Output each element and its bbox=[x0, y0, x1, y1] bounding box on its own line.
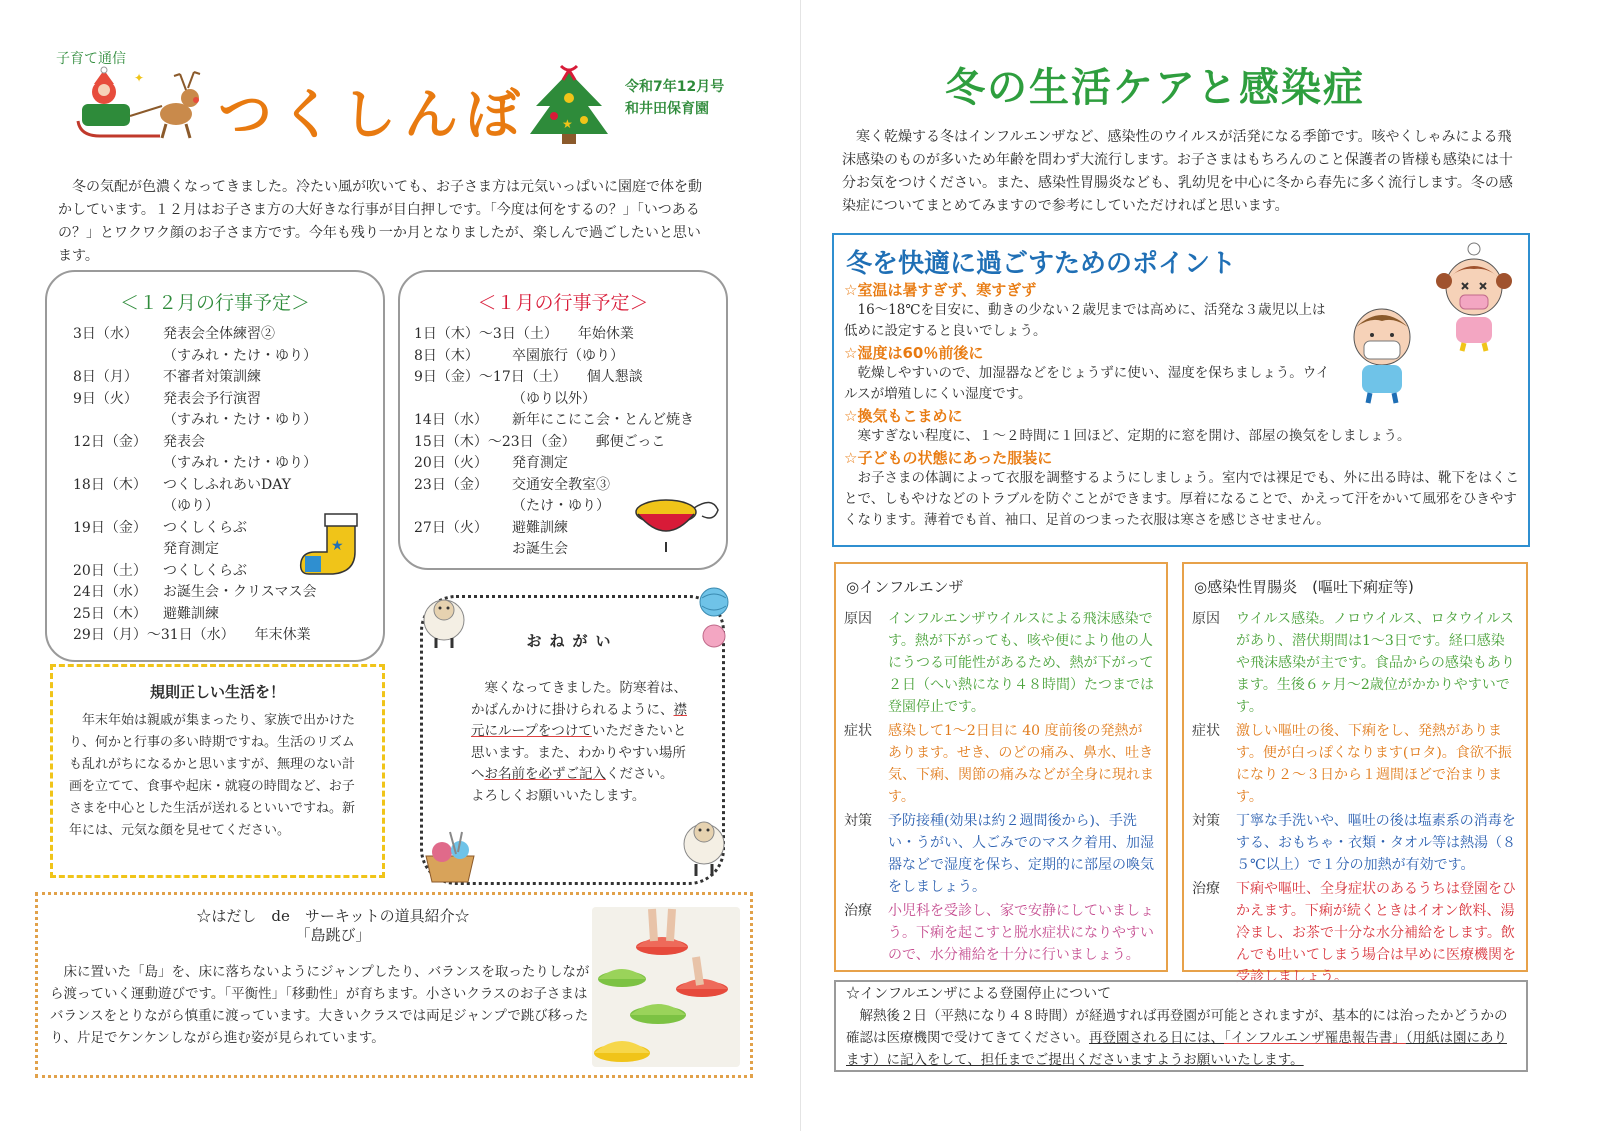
schedule-event: 年末休業 bbox=[254, 627, 311, 643]
disease-row-key: 治療 bbox=[1192, 881, 1220, 897]
regular-life-box bbox=[50, 664, 385, 878]
disease-row-value: 感染して1～2日目に 40 度前後の発熱があります。せき、のどの痛み、鼻水、吐き気、下痢、関節の痛みなどが全身に現れます。 bbox=[888, 723, 1154, 805]
schedule-event: （すみれ・たけ・ゆり） bbox=[163, 455, 317, 471]
circuit-title-line1: ☆はだし de サーキットの道具紹介☆ bbox=[196, 907, 470, 925]
disease-row-key: 対策 bbox=[1192, 813, 1220, 829]
schedule-date: 15日（木）～23日（金） bbox=[414, 433, 576, 450]
notice-underline-1: 再登園される日には、 bbox=[1089, 1030, 1224, 1046]
schedule-event: （ゆり） bbox=[163, 498, 219, 514]
influenza-box bbox=[834, 562, 1168, 972]
schedule-event: つくしくらぶ bbox=[163, 562, 247, 579]
schedule-event: 個人懇談 bbox=[586, 369, 643, 385]
disease-row-value: インフルエンザウイルスによる飛沫感染です。熱が下がっても、咳や便により他の人にうつる可能性があるため、熱が下がって２日（へい熱になり４８時間）たつまでは登園停止です。 bbox=[888, 611, 1154, 715]
christmas-tree-illustration bbox=[526, 58, 612, 150]
influenza-title: ◎インフルエンザ bbox=[846, 578, 964, 596]
disease-row bbox=[1192, 720, 1518, 808]
circuit-tool-box bbox=[35, 892, 753, 1078]
circuit-title-line2: 「島跳び」 bbox=[295, 926, 371, 944]
disease-row-value: ウイルス感染。ノロウイルス、ロタウイルスがあり、潜伏期間は1～3日です。経口感染や飛沫感染が主です。食品からの感染もあります。生後６ヶ月～2歳位がかかりやすいです。 bbox=[1236, 611, 1515, 715]
schedule-event: （たけ・ゆり） bbox=[512, 498, 610, 514]
schedule-date: 20日（火） bbox=[414, 455, 488, 471]
disease-row-key: 症状 bbox=[844, 723, 872, 739]
schedule-event: （すみれ・たけ・ゆり） bbox=[163, 412, 317, 428]
schedule-event: 発育測定 bbox=[163, 541, 219, 557]
schedule-event: 発表会 bbox=[163, 433, 205, 450]
stepping-stones-photo bbox=[592, 907, 740, 1067]
tip-heading: ☆湿度は60％前後に bbox=[844, 344, 984, 362]
request-underline-name: お名前を必ずご記入 bbox=[484, 766, 606, 782]
svg-text:★: ★ bbox=[562, 117, 573, 131]
disease-row bbox=[1192, 878, 1518, 988]
gastroenteritis-box bbox=[1182, 562, 1528, 985]
issue-date: 令和7年12月号 bbox=[625, 79, 725, 95]
disease-row bbox=[844, 608, 1156, 718]
schedule-date: 3日（水） bbox=[73, 326, 138, 342]
care-intro: 寒く乾燥する冬はインフルエンザなど、感染性のウイルスが活発になる季節です。咳やくしゃみによる飛沫感染のものが多いため年齢を問わず大流行します。お子さまはもちろんのこと保護者の皆様も感染には十分お気をつけください。また、感染性胃腸炎なども、乳幼児を中心に冬から春先に多く流行します。冬の感染症についてまとめてみますので参考にしていただければと思います。 bbox=[842, 129, 1513, 214]
disease-row bbox=[844, 720, 1156, 808]
schedule-row bbox=[73, 475, 317, 497]
disease-row-value: 激しい嘔吐の後、下痢をし、発熱があります。便が白っぽくなります(ロタ)。食欲不振になり２～３日から１週間ほどで治まります。 bbox=[1236, 723, 1512, 805]
schedule-row bbox=[73, 432, 317, 454]
schedule-row bbox=[73, 324, 317, 346]
request-text-3: ください。 bbox=[606, 766, 674, 782]
request-text-2: いただきたいと思います。また、わかりやすい場所へ bbox=[471, 723, 687, 782]
schedule-row bbox=[73, 561, 317, 583]
gastroenteritis-rows bbox=[1192, 608, 1518, 990]
winter-tips-box bbox=[832, 233, 1530, 547]
tip-heading: ☆室温は暑すぎず、寒すぎず bbox=[844, 281, 1037, 299]
issue-info bbox=[625, 76, 724, 120]
stocking-illustration bbox=[297, 512, 367, 582]
disease-row-key: 原因 bbox=[844, 611, 872, 627]
schedule-event: お誕生会・クリスマス会 bbox=[163, 584, 317, 600]
schedule-date: 12日（金） bbox=[73, 433, 147, 450]
nursery-name: 和井田保育園 bbox=[625, 101, 709, 117]
disease-row-key: 原因 bbox=[1192, 611, 1220, 627]
schedule-row bbox=[73, 582, 317, 604]
schedule-row bbox=[73, 389, 317, 411]
schedule-event: 郵便ごっこ bbox=[595, 433, 666, 450]
disease-row-key: 対策 bbox=[844, 813, 872, 829]
december-schedule-list bbox=[73, 324, 317, 647]
disease-row bbox=[1192, 810, 1518, 876]
care-title: 冬の生活ケアと感染症 bbox=[945, 65, 1365, 111]
schedule-date bbox=[73, 539, 163, 561]
schedule-row bbox=[73, 496, 317, 518]
disease-row bbox=[1192, 608, 1518, 718]
notice-report-form: 「インフルエンザ罹患報告書」 bbox=[1224, 1030, 1406, 1046]
schedule-date: 14日（水） bbox=[414, 412, 488, 428]
schedule-row bbox=[414, 410, 694, 432]
schedule-event: 卒園旅行（ゆり） bbox=[512, 347, 624, 364]
schedule-date bbox=[414, 496, 512, 518]
schedule-event: 交通安全教室③ bbox=[512, 476, 610, 493]
request-text-1: 寒くなってきました。防寒着は、かばんかけに掛けられるように、 bbox=[471, 680, 687, 718]
schedule-date: 9日（金）～17日（土） bbox=[414, 369, 567, 385]
circuit-title bbox=[158, 907, 508, 945]
schedule-row bbox=[73, 453, 317, 475]
schedule-event: （ゆり以外） bbox=[512, 390, 596, 407]
schedule-row bbox=[414, 389, 694, 411]
masked-boy-illustration bbox=[1334, 297, 1434, 407]
disease-row bbox=[844, 900, 1156, 966]
request-underline-loop: 襟元にループをつけて bbox=[471, 701, 687, 739]
request-title: おねがい bbox=[526, 632, 619, 650]
schedule-date: 9日（火） bbox=[73, 390, 138, 407]
schedule-row bbox=[73, 367, 317, 389]
schedule-row bbox=[73, 410, 317, 432]
santa-sleigh-illustration bbox=[70, 66, 210, 144]
disease-row-value: 小児科を受診し、家で安静にしていましょう。下痢を起こすと脱水症状になりやすいので、水分補給を十分に行いましょう。 bbox=[888, 903, 1154, 963]
newsletter-title: つくしんぼ bbox=[218, 83, 528, 146]
disease-row-value: 丁寧な手洗いや、嘔吐の後は塩素系の消毒をする、おもちゃ・衣類・タオル等は熱湯（８５℃以上）で１分の加熱が有効です。 bbox=[1236, 813, 1516, 873]
request-body bbox=[471, 678, 699, 807]
schedule-event: （すみれ・たけ・ゆり） bbox=[163, 347, 317, 364]
svg-text:★: ★ bbox=[331, 538, 344, 554]
notice-title: ☆インフルエンザによる登園停止について bbox=[846, 986, 1112, 1002]
january-schedule-panel bbox=[398, 270, 728, 570]
december-schedule-title: ＜１２月の行事予定＞ bbox=[119, 292, 310, 314]
schedule-date: 19日（金） bbox=[73, 519, 147, 536]
schedule-event: つくしふれあいDAY bbox=[163, 476, 292, 493]
sick-girl-illustration bbox=[1424, 241, 1524, 353]
schedule-date bbox=[73, 410, 163, 432]
knitting-basket-illustration bbox=[420, 830, 480, 886]
page-divider bbox=[800, 0, 801, 1131]
schedule-event: 新年にこにこ会・とんど焼き bbox=[512, 412, 694, 428]
disease-row-key: 治療 bbox=[844, 903, 872, 919]
schedule-date: 24日（水） bbox=[73, 584, 147, 600]
schedule-row bbox=[73, 539, 317, 561]
regular-life-body: 年末年始は親戚が集まったり、家族で出かけたり、何かと行事の多い時期ですね。生活のリズムも乱れがちになるかと思いますが、無理のない計画を立てて、食事や起床・就寝の時間など、お子さまを中心とした生活が送れるといいですね。新年には、元気な顔を見せてください。 bbox=[69, 713, 356, 838]
schedule-event: 避難訓練 bbox=[163, 605, 219, 622]
schedule-event: 発表会予行演習 bbox=[163, 390, 261, 407]
influenza-notice-box bbox=[834, 980, 1528, 1072]
circuit-body: 床に置いた「島」を、床に落ちないようにジャンプしたり、バランスを取ったりしながら渡っていく運動遊びです。「平衡性」「移動性」が育ちます。小さいクラスのお子さまはバランスをとりながら慎重に渡っています。大きいクラスでは両足ジャンプで跳び移ったり、片足でケンケンしながら進む姿が見られています。 bbox=[50, 964, 590, 1046]
newsletter-label: 子育て通信 bbox=[56, 51, 126, 67]
schedule-row bbox=[414, 432, 694, 454]
regular-life-title: 規則正しい生活を！ bbox=[149, 683, 285, 701]
notice-body bbox=[846, 1005, 1516, 1071]
january-schedule-title: ＜１月の行事予定＞ bbox=[477, 292, 649, 314]
tip-body: 寒すぎない程度に、１～２時間に１回ほど、定期的に窓を開け、部屋の換気をしましょう。 bbox=[857, 428, 1411, 444]
disease-row-key: 症状 bbox=[1192, 723, 1220, 739]
schedule-event: お誕生会 bbox=[512, 541, 568, 557]
request-text-4: よろしくお願いいたします。 bbox=[471, 787, 646, 804]
svg-text:✦: ✦ bbox=[134, 71, 145, 85]
schedule-date: 20日（土） bbox=[73, 562, 147, 579]
schedule-event: 発表会全体練習② bbox=[163, 326, 275, 342]
disease-row-value: 予防接種(効果は約２週間後から)、手洗い・うがい、人ごみでのマスク着用、加湿器などで湿度を保ち、定期的に部屋の喚気をしましょう。 bbox=[888, 813, 1154, 895]
schedule-event: 年始休業 bbox=[577, 326, 634, 342]
schedule-date bbox=[73, 453, 163, 475]
tip-heading: ☆子どもの状態にあった服装に bbox=[844, 449, 1053, 467]
schedule-row bbox=[73, 346, 317, 368]
schedule-date: 8日（月） bbox=[73, 369, 138, 385]
disease-row bbox=[844, 810, 1156, 898]
schedule-row bbox=[414, 367, 694, 389]
schedule-event: つくしくらぶ bbox=[163, 519, 247, 536]
spinning-top-illustration bbox=[632, 486, 722, 556]
yarn-ball-illustration bbox=[694, 586, 734, 650]
schedule-date: 23日（金） bbox=[414, 476, 488, 493]
schedule-event: 不審者対策訓練 bbox=[163, 369, 261, 385]
sheep-illustration bbox=[414, 590, 474, 654]
schedule-date bbox=[73, 346, 163, 368]
schedule-date: 27日（火） bbox=[414, 519, 488, 536]
schedule-row bbox=[73, 518, 317, 540]
tip-body: 乾燥しやすいので、加湿器などをじょうずに使い、湿度を保ちましょう。ウイルスが増殖しにくい湿度です。 bbox=[844, 365, 1330, 402]
schedule-date bbox=[73, 496, 163, 518]
schedule-row bbox=[414, 346, 694, 368]
intro-text: 冬の気配が色濃くなってきました。冷たい風が吹いても、お子さま方は元気いっぱいに園庭で体を動かしています。１２月はお子さま方の大好きな行事が目白押しです。「今度は何をするの？」「いつあるの？」とワクワク顔のお子さま方です。今年も残り一か月となりましたが、楽しんで過ごしたいと思います。 bbox=[58, 179, 702, 264]
sheep-knitting-illustration bbox=[680, 810, 728, 880]
disease-row-value: 下痢や嘔吐、全身症状のあるうちは登園をひかえます。下痢が続くときはイオン飲料、湯冷まし、お茶で十分な水分補給をします。飲んでも吐いてしまう場合は早めに医療機関を受診しましょう。 bbox=[1236, 881, 1516, 985]
schedule-date: 25日（木） bbox=[73, 605, 147, 622]
schedule-date bbox=[414, 389, 512, 411]
schedule-date: 18日（木） bbox=[73, 476, 147, 493]
gastroenteritis-title: ◎感染性胃腸炎 (嘔吐下痢症等) bbox=[1194, 578, 1414, 596]
schedule-event: 発育測定 bbox=[512, 455, 568, 471]
winter-tips-heading: 冬を快適に過ごすためのポイント bbox=[846, 249, 1237, 279]
influenza-rows bbox=[844, 608, 1156, 968]
tip-body: 16～18℃を目安に、動きの少ない２歳児までは高めに、活発な３歳児以上は低めに設定すると良いでしょう。 bbox=[844, 302, 1326, 339]
schedule-date bbox=[414, 539, 512, 561]
schedule-row bbox=[414, 324, 694, 346]
schedule-event: 避難訓練 bbox=[512, 519, 568, 536]
schedule-row bbox=[414, 453, 694, 475]
tip-body: お子さまの体調によって衣服を調整するようにしましょう。室内では裸足でも、外に出る時は、靴下をはくことで、しもやけなどのトラブルを防ぐことができます。厚着になることで、かえって汗をかいて風邪をひきやすくなります。薄着でも首、袖口、足首のつまった衣服は寒さを感じさせません。 bbox=[844, 470, 1519, 528]
tip-heading: ☆換気もこまめに bbox=[844, 407, 963, 425]
schedule-row bbox=[73, 625, 317, 647]
schedule-row bbox=[73, 604, 317, 626]
notice-text-1: 解熱後２日（平熱になり４８時間）が経過すれば再登園が可能とされますが、基本的には治ったかどうかの確認は医療機関で受けてきてください。 bbox=[846, 1008, 1508, 1046]
schedule-date: 29日（月）～31日（水） bbox=[73, 627, 235, 643]
schedule-date: 8日（木） bbox=[414, 347, 479, 364]
december-schedule-panel bbox=[45, 270, 385, 662]
notice-underline-2: （用紙は園にあります）に記入をして、担任までご提出くださいますようお願いいたします。 bbox=[846, 1030, 1507, 1068]
schedule-date: 1日（木）～3日（土） bbox=[414, 326, 558, 342]
